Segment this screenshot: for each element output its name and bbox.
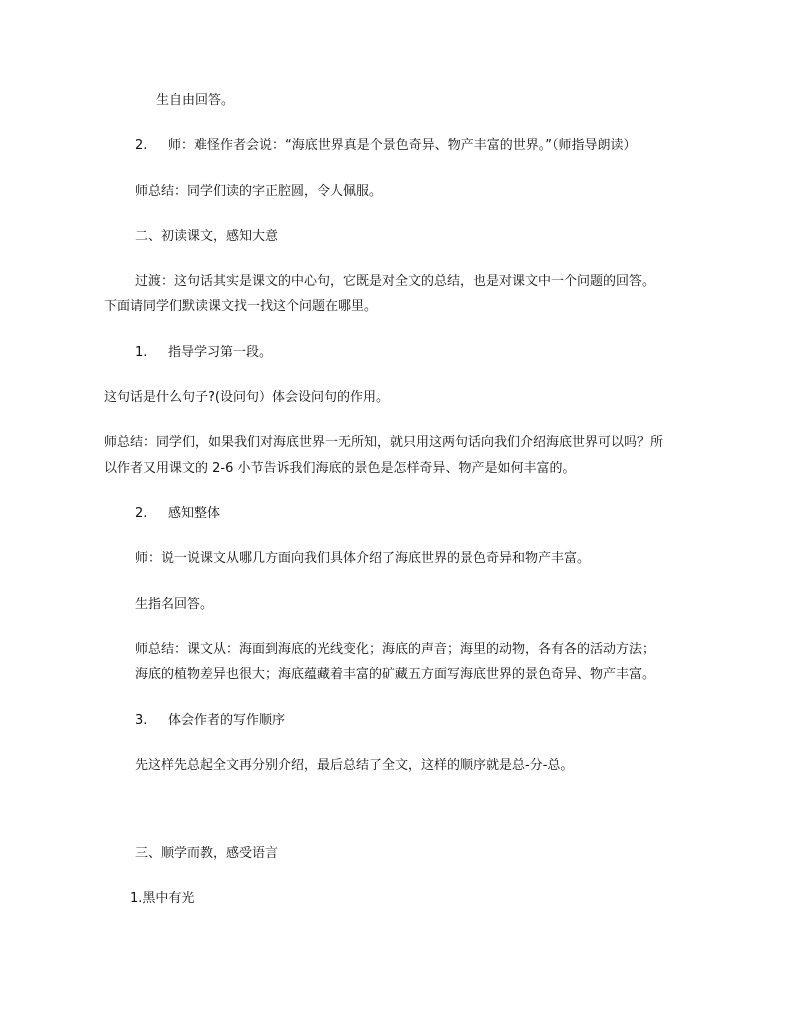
numbered-item: [135, 344, 272, 362]
paragraph-line: 师：说一说课文从哪几方面向我们具体介绍了海底世界的景色奇异和物产丰富。: [135, 551, 591, 566]
paragraph-line: 这句话是什么句子?(设问句）体会设问句的作用。: [104, 390, 389, 405]
numbered-item: [135, 137, 636, 155]
item-number: 1.: [135, 345, 148, 360]
paragraph-line: 师总结：课文从：海面到海底的光线变化；海底的声音；海里的动物，各有各的活动方法；: [135, 642, 656, 657]
paragraph-line: 生指名回答。: [135, 597, 214, 612]
paragraph-line: 师总结：同学们读的字正腔圆，令人佩服。: [135, 184, 383, 199]
numbered-item: [135, 712, 285, 730]
paragraph-line: 先这样先总起全文再分别介绍，最后总结了全文，这样的顺序就是总-分-总。: [135, 758, 574, 773]
section-heading: 三、顺学而教，感受语言: [135, 846, 279, 861]
paragraph-line: 过渡：这句话其实是课文的中心句，它既是对全文的总结，也是对课文中一个问题的回答。: [135, 274, 656, 289]
paragraph-line: 师总结：同学们，如果我们对海底世界一无所知，就只用这两句话向我们介绍海底世界可以吗？所: [104, 435, 664, 450]
section-heading: 二、初读课文，感知大意: [135, 229, 279, 244]
item-number: 2.: [135, 506, 148, 521]
paragraph-line: 海底的植物差异也很大；海底蕴藏着丰富的矿藏五方面写海底世界的景色奇异、物产丰富。: [135, 667, 656, 682]
item-text: 师：难怪作者会说：“海底世界真是个景色奇异、物产丰富的世界。”（师指导朗读）: [168, 138, 637, 153]
paragraph-line: 生自由回答。: [156, 93, 235, 108]
item-text: 指导学习第一段。: [168, 345, 273, 360]
subsection-heading: 1.黑中有光: [130, 891, 195, 906]
item-number: 2.: [135, 138, 148, 153]
item-text: 体会作者的写作顺序: [168, 713, 286, 728]
paragraph-line: 下面请同学们默读课文找一找这个问题在哪里。: [104, 299, 378, 314]
numbered-item: [135, 505, 220, 523]
item-text: 感知整体: [168, 506, 221, 521]
item-number: 3.: [135, 713, 148, 728]
paragraph-line: 以作者又用课文的 2-6 小节告诉我们海底的景色是怎样奇异、物产是如何丰富的。: [104, 461, 576, 476]
